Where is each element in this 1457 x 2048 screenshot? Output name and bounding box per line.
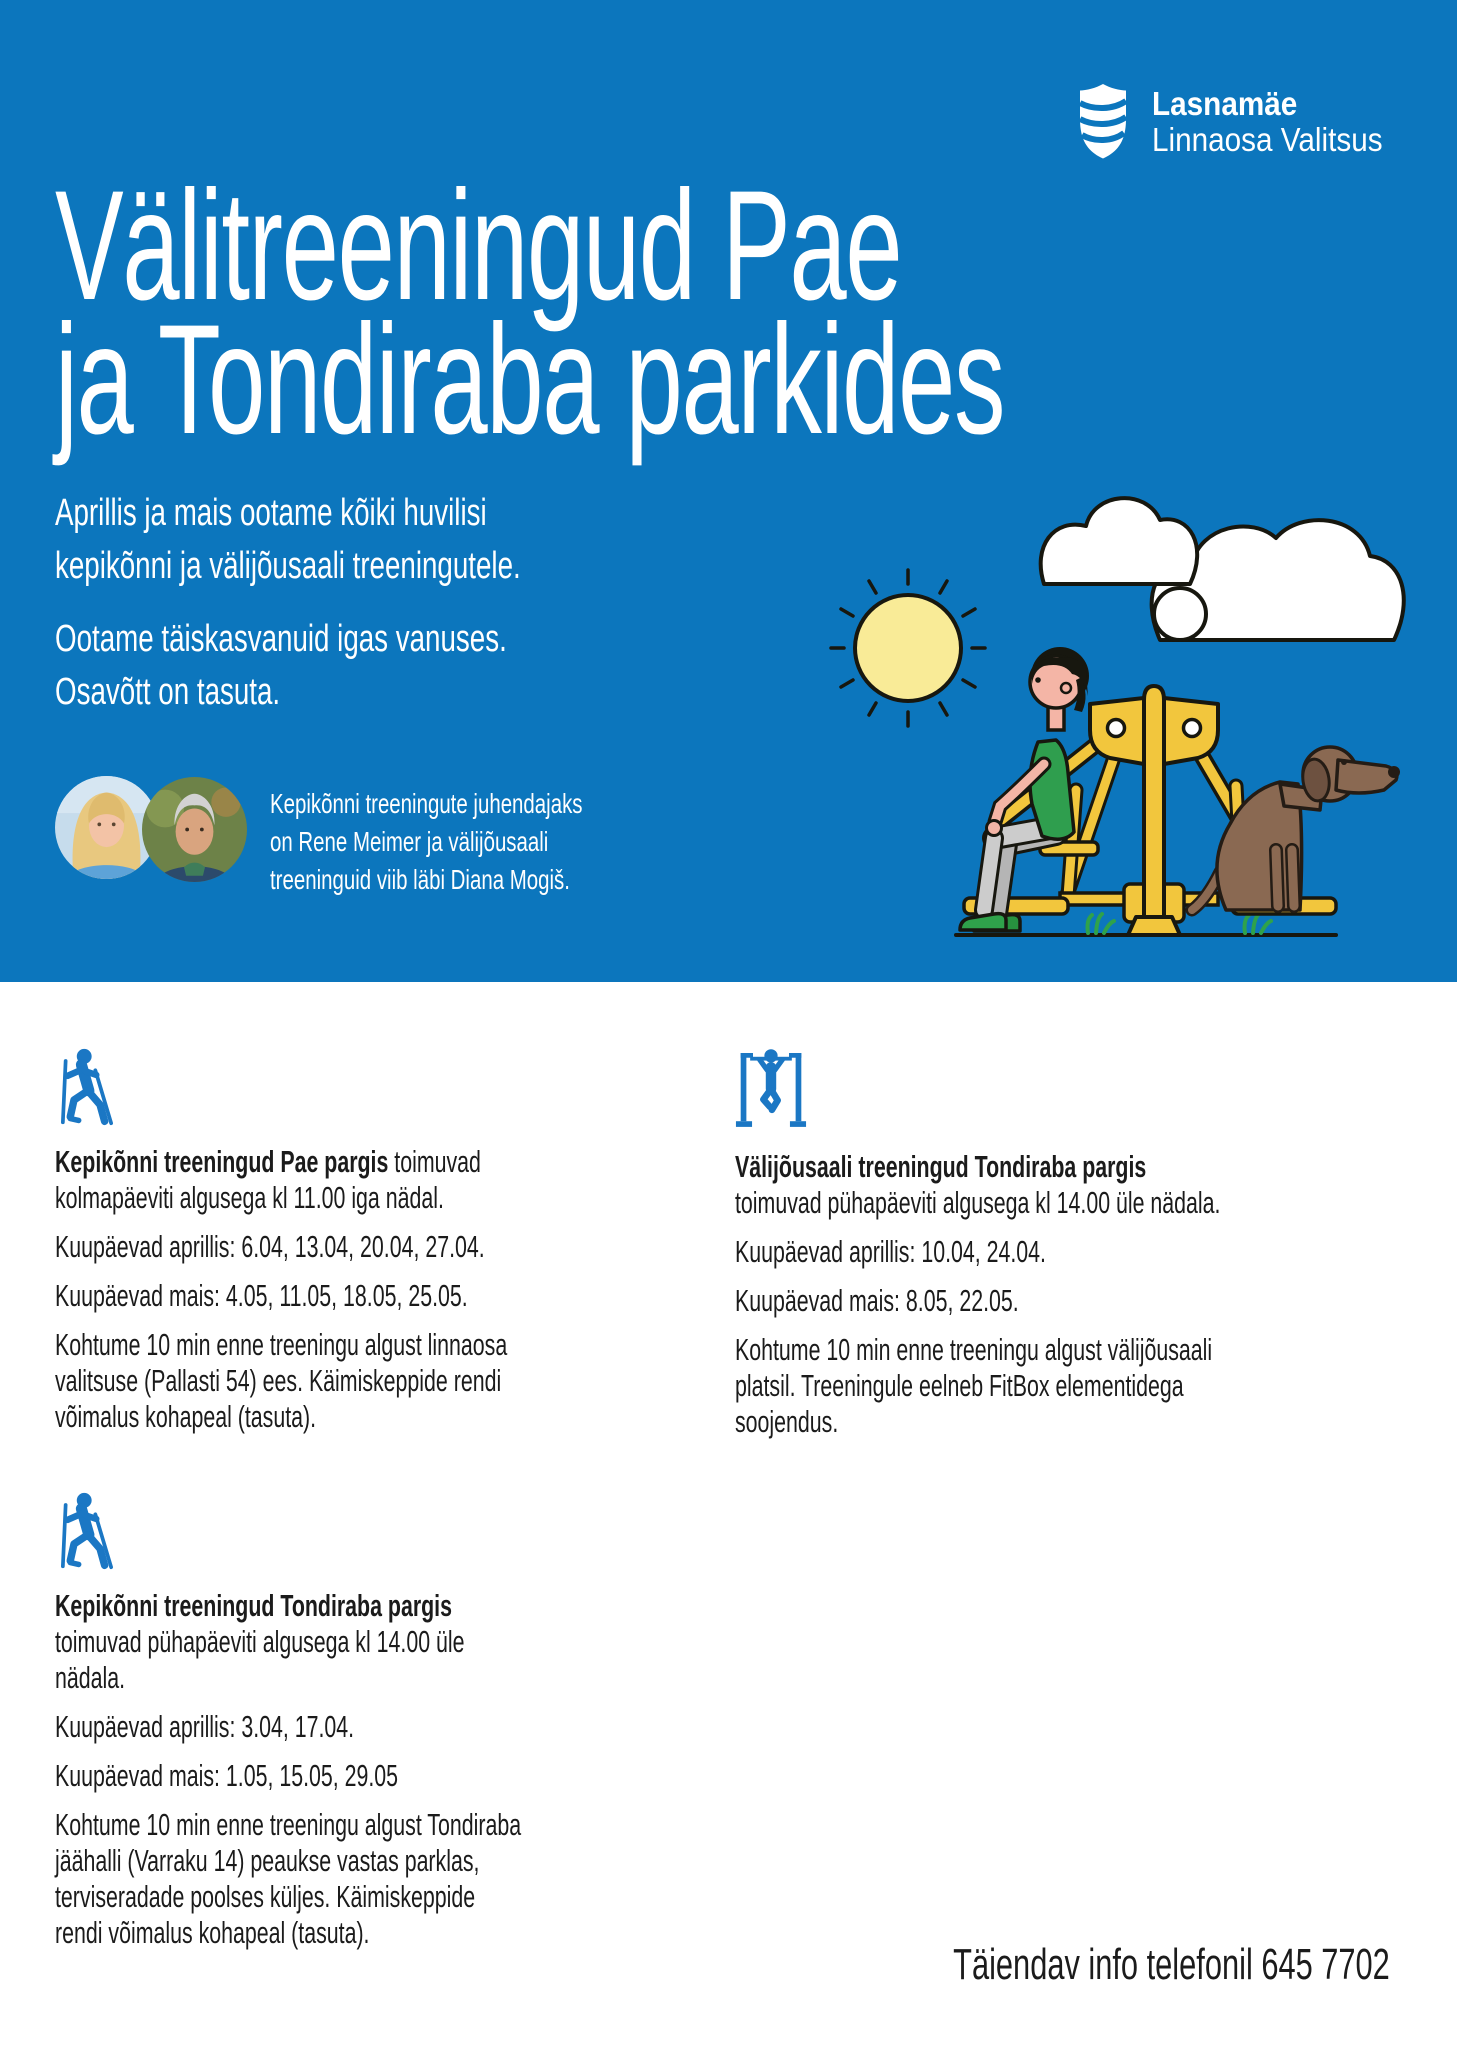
section-title: [55, 1588, 545, 1696]
page-title: Välitreeningud Pae ja Tondiraba parkides: [55, 159, 1005, 467]
section-title-rest: toimuvad kolmapäeviti algusega kl 11.00 iga nädal.: [55, 1145, 481, 1215]
section-title-rest: toimuvad pühapäeviti algusega kl 14.00 üle nädala.: [55, 1625, 465, 1695]
meeting-info: Kohtume 10 min enne treeningu algust Tondiraba jäähalli (Varraku 14) peaukse vastas parklas, terviseradade poolses küljes. Käimiskeppide rendi võimalus kohapeal (tasuta).: [55, 1808, 522, 1950]
hero-banner: [0, 0, 1457, 982]
man-portrait: [142, 777, 247, 882]
section-valijousaal-tondiraba: [735, 1047, 1435, 1453]
nordic-walking-icon: [55, 1492, 119, 1570]
meeting-info: Kohtume 10 min enne treeningu algust välijõusaali platsil. Treeningule eelneb FitBox elementidega soojendus.: [735, 1333, 1213, 1439]
dates-may: Kuupäevad mais: 1.05, 15.05, 29.05: [55, 1759, 399, 1793]
section-kepikonn-pae: [55, 1048, 755, 1448]
dog-figure: [1192, 747, 1400, 910]
footer: [766, 1940, 1390, 1990]
intro-paragraph-2: Ootame täiskasvanuid igas vanuses. Osavõtt on tasuta.: [55, 618, 507, 713]
cloud-icons: [1041, 498, 1404, 640]
dates-april: Kuupäevad aprillis: 3.04, 17.04.: [55, 1710, 355, 1744]
trainers-caption: Kepikõnni treeningute juhendajaks on Rene Meimer ja välijõusaali treeninguid viib läbi Diana Mogiš.: [270, 788, 583, 895]
park-illustration: [828, 472, 1450, 972]
section-title: [55, 1144, 545, 1216]
section-title-bold: Kepikõnni treeningud Tondiraba pargis: [55, 1589, 452, 1623]
sun-icon: [831, 570, 985, 726]
section-title-bold: Kepikõnni treeningud Pae pargis: [55, 1145, 389, 1179]
dates-may: Kuupäevad mais: 8.05, 22.05.: [735, 1284, 1019, 1318]
section-title-bold: Välijõusaali treeningud Tondiraba pargis: [735, 1150, 1147, 1184]
dates-may: Kuupäevad mais: 4.05, 11.05, 18.05, 25.05.: [55, 1279, 468, 1313]
avatar-trainer-man: [142, 777, 247, 882]
dates-april: Kuupäevad aprillis: 10.04, 24.04.: [735, 1235, 1046, 1269]
meeting-info: Kohtume 10 min enne treeningu algust linnaosa valitsuse (Pallasti 54) ees. Käimiskeppide rendi võimalus kohapeal (tasuta).: [55, 1328, 508, 1434]
lasnamae-shield-icon: [1078, 82, 1128, 160]
intro-paragraph-1: Aprillis ja mais ootame kõiki huvilisi kepikõnni ja välijõusaali treeningutele.: [55, 492, 521, 587]
logo-title: Lasnamäe: [1152, 85, 1298, 122]
dates-april: Kuupäevad aprillis: 6.04, 13.04, 20.04, 27.04.: [55, 1230, 485, 1264]
nordic-walking-icon: [55, 1048, 119, 1126]
pull-up-icon: [735, 1047, 807, 1131]
section-title: [735, 1149, 1225, 1221]
section-title-rest: toimuvad pühapäeviti algusega kl 14.00 üle nädala.: [735, 1186, 1221, 1220]
footer-info: Täiendav info telefonil 645 7702: [953, 1940, 1390, 1989]
section-kepikonn-tondiraba: [55, 1492, 755, 1964]
logo-subtitle: Linnaosa Valitsus: [1152, 121, 1383, 158]
logo-text: [1152, 86, 1408, 158]
